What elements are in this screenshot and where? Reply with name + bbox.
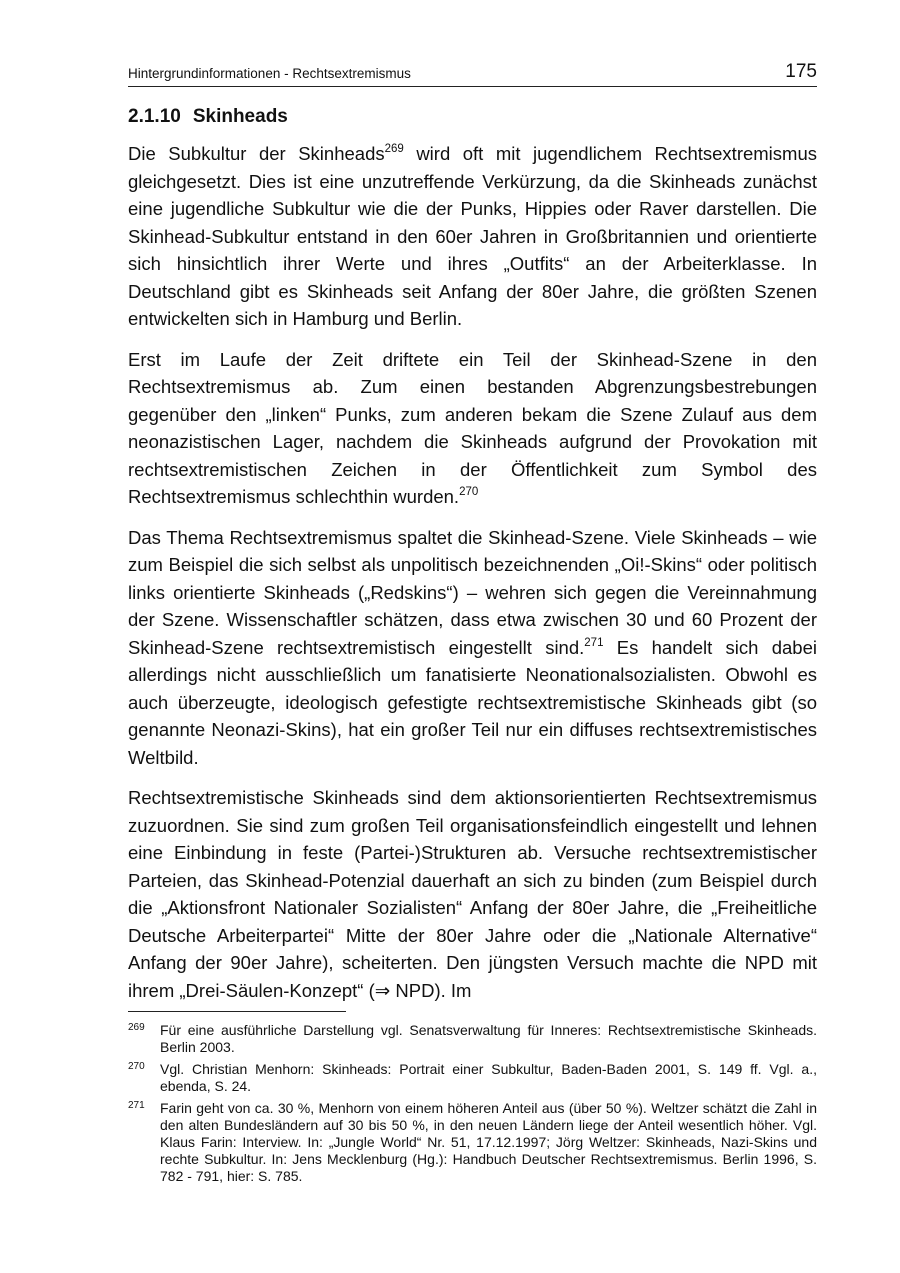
footnote-270 xyxy=(128,1061,817,1095)
paragraph-4: Rechtsextremistische Skinheads sind dem aktionsorientierten Rechtsextremismus zuzuordnen. Sie sind zum großen Teil organisationsfeindlich eingestellt und lehnen eine Einbindung in feste (Partei-)Strukturen ab. Versuche rechtsextremistischer Parteien, das Skinhead-Potenzial dauerhaft an sich zu binden (zum Beispiel durch die „Aktionsfront Nationaler Sozialisten“ Anfang der 80er Jahre, die „Freiheitliche Deutsche Arbeiterpartei“ Mitte der 80er Jahre oder die „Nationale Alternative“ Anfang der 90er Jahre), scheiterten. Den jüngsten Versuch machte die NPD mit ihrem „Drei-Säulen-Konzept“ (⇒ NPD). Im xyxy=(128,787,817,1001)
paragraph-2: Erst im Laufe der Zeit driftete ein Teil der Skinhead-Szene in den Rechtsextremismus ab. Zum einen bestanden Abgrenzungsbestrebungen gegenüber den „linken“ Punks, zum anderen bekam die Szene Zulauf aus dem neonazistischen Lager, nachdem die Skinheads aufgrund der Provokation mit rechtsextremistischen Zeichen in der Öffentlichkeit zum Symbol des Rechtsextremismus schlechthin wurden.$^{270}$ xyxy=(128,348,817,507)
section-heading xyxy=(128,104,817,130)
section-title: Skinheads xyxy=(192,106,288,127)
footnote-text: Farin geht von ca. 30 %, Menhorn von einem höheren Anteil aus (über 50 %). Weltzer schätzt die Zahl in den alten Bundesländern auf 30 bis 50 %, in den neuen Ländern liege der Anteil wesentlich höher. Vgl. Klaus Farin: Interview. In: „Jungle World“ Nr. 51, 17.12.1997; Jörg Weltzer: Skinheads, Nazi-Skins und rechte Subkultur. In: Jens Mecklenburg (Hg.): Handbuch Deutscher Rechtsextremismus. Berlin 1996, S. 782 - 791, hier: S. 785. xyxy=(160,1100,817,1184)
paragraph-1: Die Subkultur der Skinheads$^{269}$ wird oft mit jugendlichem Rechtsextremismus gleichgesetzt. Dies ist eine unzutreffende Verkürzung, da die Skinheads zunächst eine jugendliche Subkultur wie die der Punks, Hippies oder Raver darstellen. Die Skinhead-Subkultur entstand in den 60er Jahren in Großbritannien und orientierte sich hinsichtlich ihrer Werte und ihres „Outfits“ an der Arbeiterklasse. In Deutschland gibt es Skinheads seit Anfang der 80er Jahre, die größten Szenen entwickelten sich in Hamburg und Berlin. xyxy=(128,143,817,329)
footnote-reference-270[interactable]: 270 xyxy=(459,486,479,498)
footnote-text: Vgl. Christian Menhorn: Skinheads: Portrait einer Subkultur, Baden-Baden 2001, S. 149 ff. Vgl. a., ebenda, S. 24. xyxy=(160,1061,817,1094)
paragraph-3: Das Thema Rechtsextremismus spaltet die Skinhead-Szene. Viele Skinheads – wie zum Beispiel die sich selbst als unpolitisch bezeichnenden „Oi!-Skins“ oder politisch links orientierte Skinheads („Redskins“) – wehren sich gegen die Vereinnahmung der Szene. Wissenschaftler schätzen, dass etwa zwischen 30 und 60 Prozent der Skinhead-Szene rechtsextremistisch eingestellt sind.$^{271}$ Es handelt sich dabei allerdings nicht ausschließlich um fanatisierte Neonationalsozialisten. Obwohl es auch überzeugte, ideologisch gefestigte rechtsextremistische Skinheads gibt (so genannte Neonazi-Skins), hat ein großer Teil nur ein diffuses rechtsextremistisches Weltbild. xyxy=(128,526,817,768)
footnote-number: 269 xyxy=(128,1022,145,1033)
footnote-number: 270 xyxy=(128,1061,145,1072)
footnote-separator xyxy=(128,1011,346,1012)
main-content xyxy=(128,104,817,1017)
running-title: Hintergrundinformationen - Rechtsextremismus xyxy=(128,66,411,81)
footnote-reference-269[interactable]: 269 xyxy=(384,143,404,155)
page-header xyxy=(128,56,817,87)
page-number: 175 xyxy=(785,61,817,82)
footnote-269 xyxy=(128,1022,817,1056)
footnotes xyxy=(128,1022,817,1190)
section-number: 2.1.10 xyxy=(128,106,181,127)
footnote-text: Für eine ausführliche Darstellung vgl. Senatsverwaltung für Inneres: Rechtsextremistische Skinheads. Berlin 2003. xyxy=(160,1022,817,1055)
footnote-271 xyxy=(128,1100,817,1185)
footnote-number: 271 xyxy=(128,1100,145,1111)
footnote-reference-271[interactable]: 271 xyxy=(584,636,604,649)
